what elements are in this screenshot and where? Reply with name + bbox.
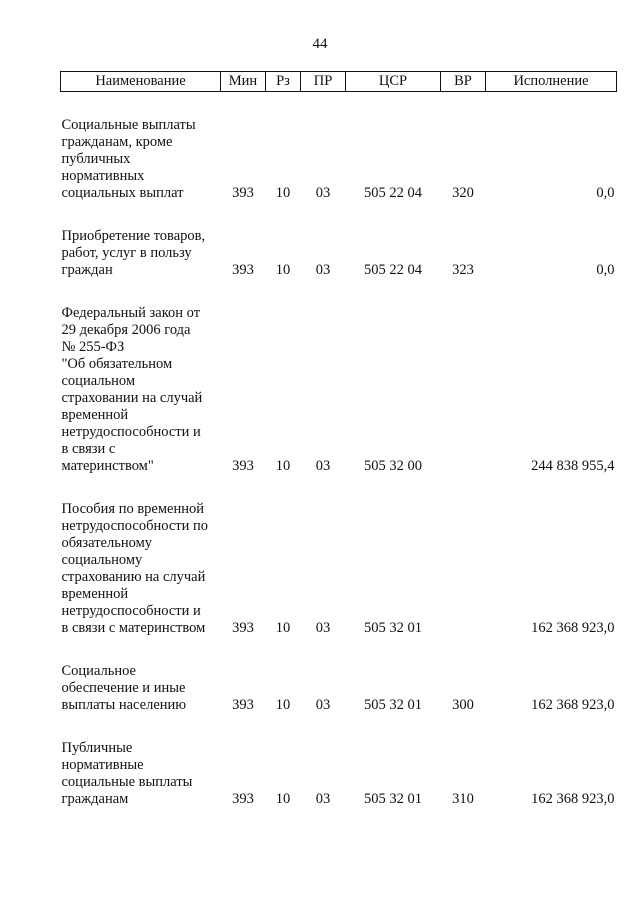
cell-name xyxy=(61,740,221,808)
name-line: материнством" xyxy=(61,458,154,474)
row-gap xyxy=(61,637,617,663)
cell-rz: 10 xyxy=(275,458,291,474)
name-line: социальных выплат xyxy=(61,185,184,201)
name-line: Социальные выплаты xyxy=(61,117,196,133)
name-line: Приобретение товаров, xyxy=(61,228,206,244)
cell-min: 393 xyxy=(232,620,254,636)
name-line: нормативные xyxy=(61,757,144,773)
budget-table xyxy=(60,71,617,808)
name-line: нетрудоспособности по xyxy=(61,518,209,534)
table-body xyxy=(61,92,617,809)
row-gap xyxy=(61,714,617,740)
page-number: 44 xyxy=(312,36,328,52)
cell-name xyxy=(61,117,221,202)
header-min: Мин xyxy=(221,72,266,92)
cell-pr: 03 xyxy=(315,791,331,807)
name-line: Публичные xyxy=(61,740,133,756)
cell-csr: 505 32 01 xyxy=(364,791,422,807)
cell-min: 393 xyxy=(232,185,254,201)
header-vr: ВР xyxy=(441,72,486,92)
table-row xyxy=(61,663,617,714)
cell-pr: 03 xyxy=(315,697,331,713)
cell-isp: 0,0 xyxy=(596,262,615,278)
cell-min: 393 xyxy=(232,697,254,713)
name-line: страховании на случай xyxy=(61,390,203,406)
name-line: работ, услуг в пользу xyxy=(61,245,192,261)
cell-pr: 03 xyxy=(315,262,331,278)
name-line: выплаты населению xyxy=(61,697,187,713)
name-line: Социальное xyxy=(61,663,136,679)
name-line: граждан xyxy=(61,262,113,278)
cell-rz: 10 xyxy=(275,697,291,713)
cell-vr xyxy=(441,305,486,475)
name-line: нетрудоспособности и xyxy=(61,424,201,440)
name-line: социальном xyxy=(61,373,136,389)
cell-rz: 10 xyxy=(275,262,291,278)
table-spacer xyxy=(61,92,617,118)
cell-csr: 505 32 01 xyxy=(364,620,422,636)
name-line: гражданам xyxy=(61,791,129,807)
name-line: временной xyxy=(61,586,129,602)
cell-vr: 310 xyxy=(452,791,474,807)
name-line: "Об обязательном xyxy=(61,356,173,372)
name-line: Пособия по временной xyxy=(61,501,205,517)
cell-csr: 505 22 04 xyxy=(364,185,422,201)
name-line: в связи с материнством xyxy=(61,620,206,636)
cell-rz: 10 xyxy=(275,620,291,636)
cell-csr: 505 22 04 xyxy=(364,262,422,278)
table-row xyxy=(61,117,617,202)
name-line: нормативных xyxy=(61,168,145,184)
cell-isp: 0,0 xyxy=(596,185,615,201)
table-row xyxy=(61,228,617,279)
cell-pr: 03 xyxy=(315,458,331,474)
cell-name xyxy=(61,663,221,714)
cell-vr xyxy=(441,501,486,637)
cell-min: 393 xyxy=(232,791,254,807)
name-line: 29 декабря 2006 года xyxy=(61,322,191,338)
cell-min: 393 xyxy=(232,458,254,474)
header-pr: ПР xyxy=(301,72,346,92)
cell-vr: 320 xyxy=(452,185,474,201)
header-isp: Исполнение xyxy=(486,72,617,92)
cell-pr: 03 xyxy=(315,185,331,201)
table-row xyxy=(61,305,617,475)
cell-min: 393 xyxy=(232,262,254,278)
name-line: страхованию на случай xyxy=(61,569,206,585)
header-csr: ЦСР xyxy=(346,72,441,92)
cell-isp: 162 368 923,0 xyxy=(531,620,615,636)
name-line: гражданам, кроме xyxy=(61,134,173,150)
table-row xyxy=(61,501,617,637)
cell-pr: 03 xyxy=(315,620,331,636)
table-row xyxy=(61,740,617,808)
name-line: социальному xyxy=(61,552,143,568)
name-line: Федеральный закон от xyxy=(61,305,201,321)
cell-name xyxy=(61,305,221,475)
row-gap xyxy=(61,202,617,228)
cell-vr: 323 xyxy=(452,262,474,278)
cell-csr: 505 32 01 xyxy=(364,697,422,713)
cell-name xyxy=(61,501,221,637)
header-name: Наименование xyxy=(61,72,221,92)
name-line: временной xyxy=(61,407,129,423)
table-header-row xyxy=(61,72,617,92)
cell-isp: 162 368 923,0 xyxy=(531,697,615,713)
name-line: публичных xyxy=(61,151,131,167)
cell-rz: 10 xyxy=(275,185,291,201)
cell-rz: 10 xyxy=(275,791,291,807)
name-line: социальные выплаты xyxy=(61,774,193,790)
row-gap xyxy=(61,279,617,305)
cell-name xyxy=(61,228,221,279)
name-line: в связи с xyxy=(61,441,116,457)
name-line: обязательному xyxy=(61,535,153,551)
cell-vr: 300 xyxy=(452,697,474,713)
name-line: № 255-ФЗ xyxy=(61,339,125,355)
name-line: обеспечение и иные xyxy=(61,680,186,696)
name-line: нетрудоспособности и xyxy=(61,603,201,619)
cell-isp: 244 838 955,4 xyxy=(531,458,615,474)
cell-isp: 162 368 923,0 xyxy=(531,791,615,807)
header-rz: Рз xyxy=(266,72,301,92)
row-gap xyxy=(61,475,617,501)
cell-csr: 505 32 00 xyxy=(364,458,422,474)
